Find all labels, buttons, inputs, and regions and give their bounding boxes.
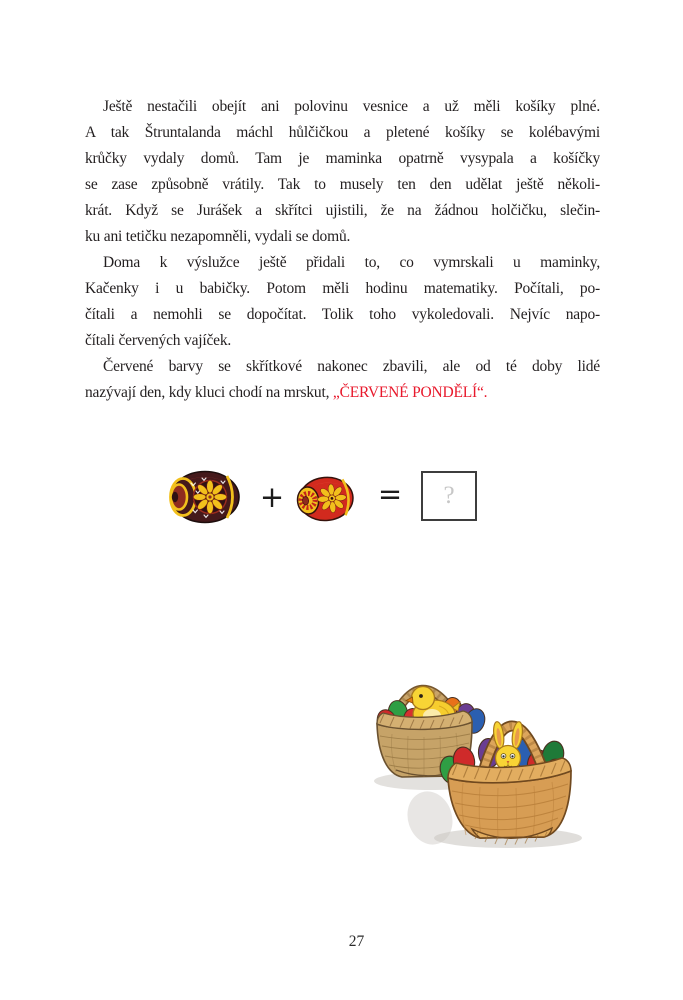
- egg-equation: [165, 465, 495, 535]
- paragraph-1: [85, 94, 600, 250]
- red-monday-phrase: „ČERVENÉ PONDĚLÍ“.: [332, 384, 488, 401]
- equals-sign: =: [377, 477, 403, 511]
- text-line: čítali červených vajíček.: [85, 332, 232, 349]
- text-line: Doma k výslužce ještě přidali to, co vymrskali u maminky,: [103, 254, 600, 271]
- dark-egg-illustration: [169, 469, 241, 525]
- text-line: A tak Štruntalanda máchl hůlčičkou a pletené košíky se kolébavými: [85, 124, 600, 141]
- answer-box[interactable]: [421, 471, 477, 521]
- paragraph-3: [85, 354, 600, 406]
- text-line: ku ani tetičku nezapomněli, vydali se domů.: [85, 228, 351, 245]
- text-line: krůčky vydaly domů. Tam je maminka opatrně vysypala a košíčky: [85, 150, 600, 167]
- text-line: Červené barvy se skřítkové nakonec zbavili, ale od té doby lidé: [103, 358, 600, 375]
- text-line: krát. Když se Jurášek a skřítci ujistili, že na žádnou holčičku, slečin-: [85, 202, 600, 219]
- easter-baskets-illustration: [368, 650, 608, 850]
- page-number: 27: [348, 933, 365, 950]
- red-egg-illustration: [296, 474, 354, 524]
- paragraph-2: [85, 250, 600, 354]
- text-line: se zase způsobně vrátily. Tak to musely ten den udělat ještě několi-: [85, 176, 600, 193]
- text-line: Ještě nestačili obejít ani polovinu vesnice a už měli košíky plné.: [103, 98, 600, 115]
- question-mark: ?: [443, 482, 455, 509]
- text-line: Kačenky i u babičky. Potom měli hodinu matematiky. Počítali, po-: [85, 280, 600, 297]
- text-line: čítali a nemohli se dopočítat. Tolik toho vykoledovali. Nejvíc napo-: [85, 306, 600, 323]
- text-line: [85, 380, 600, 406]
- paragraph-3-plain-text: nazývají den, kdy kluci chodí na mrskut,: [85, 384, 333, 401]
- story-text: [85, 94, 600, 406]
- plus-sign: +: [259, 480, 285, 514]
